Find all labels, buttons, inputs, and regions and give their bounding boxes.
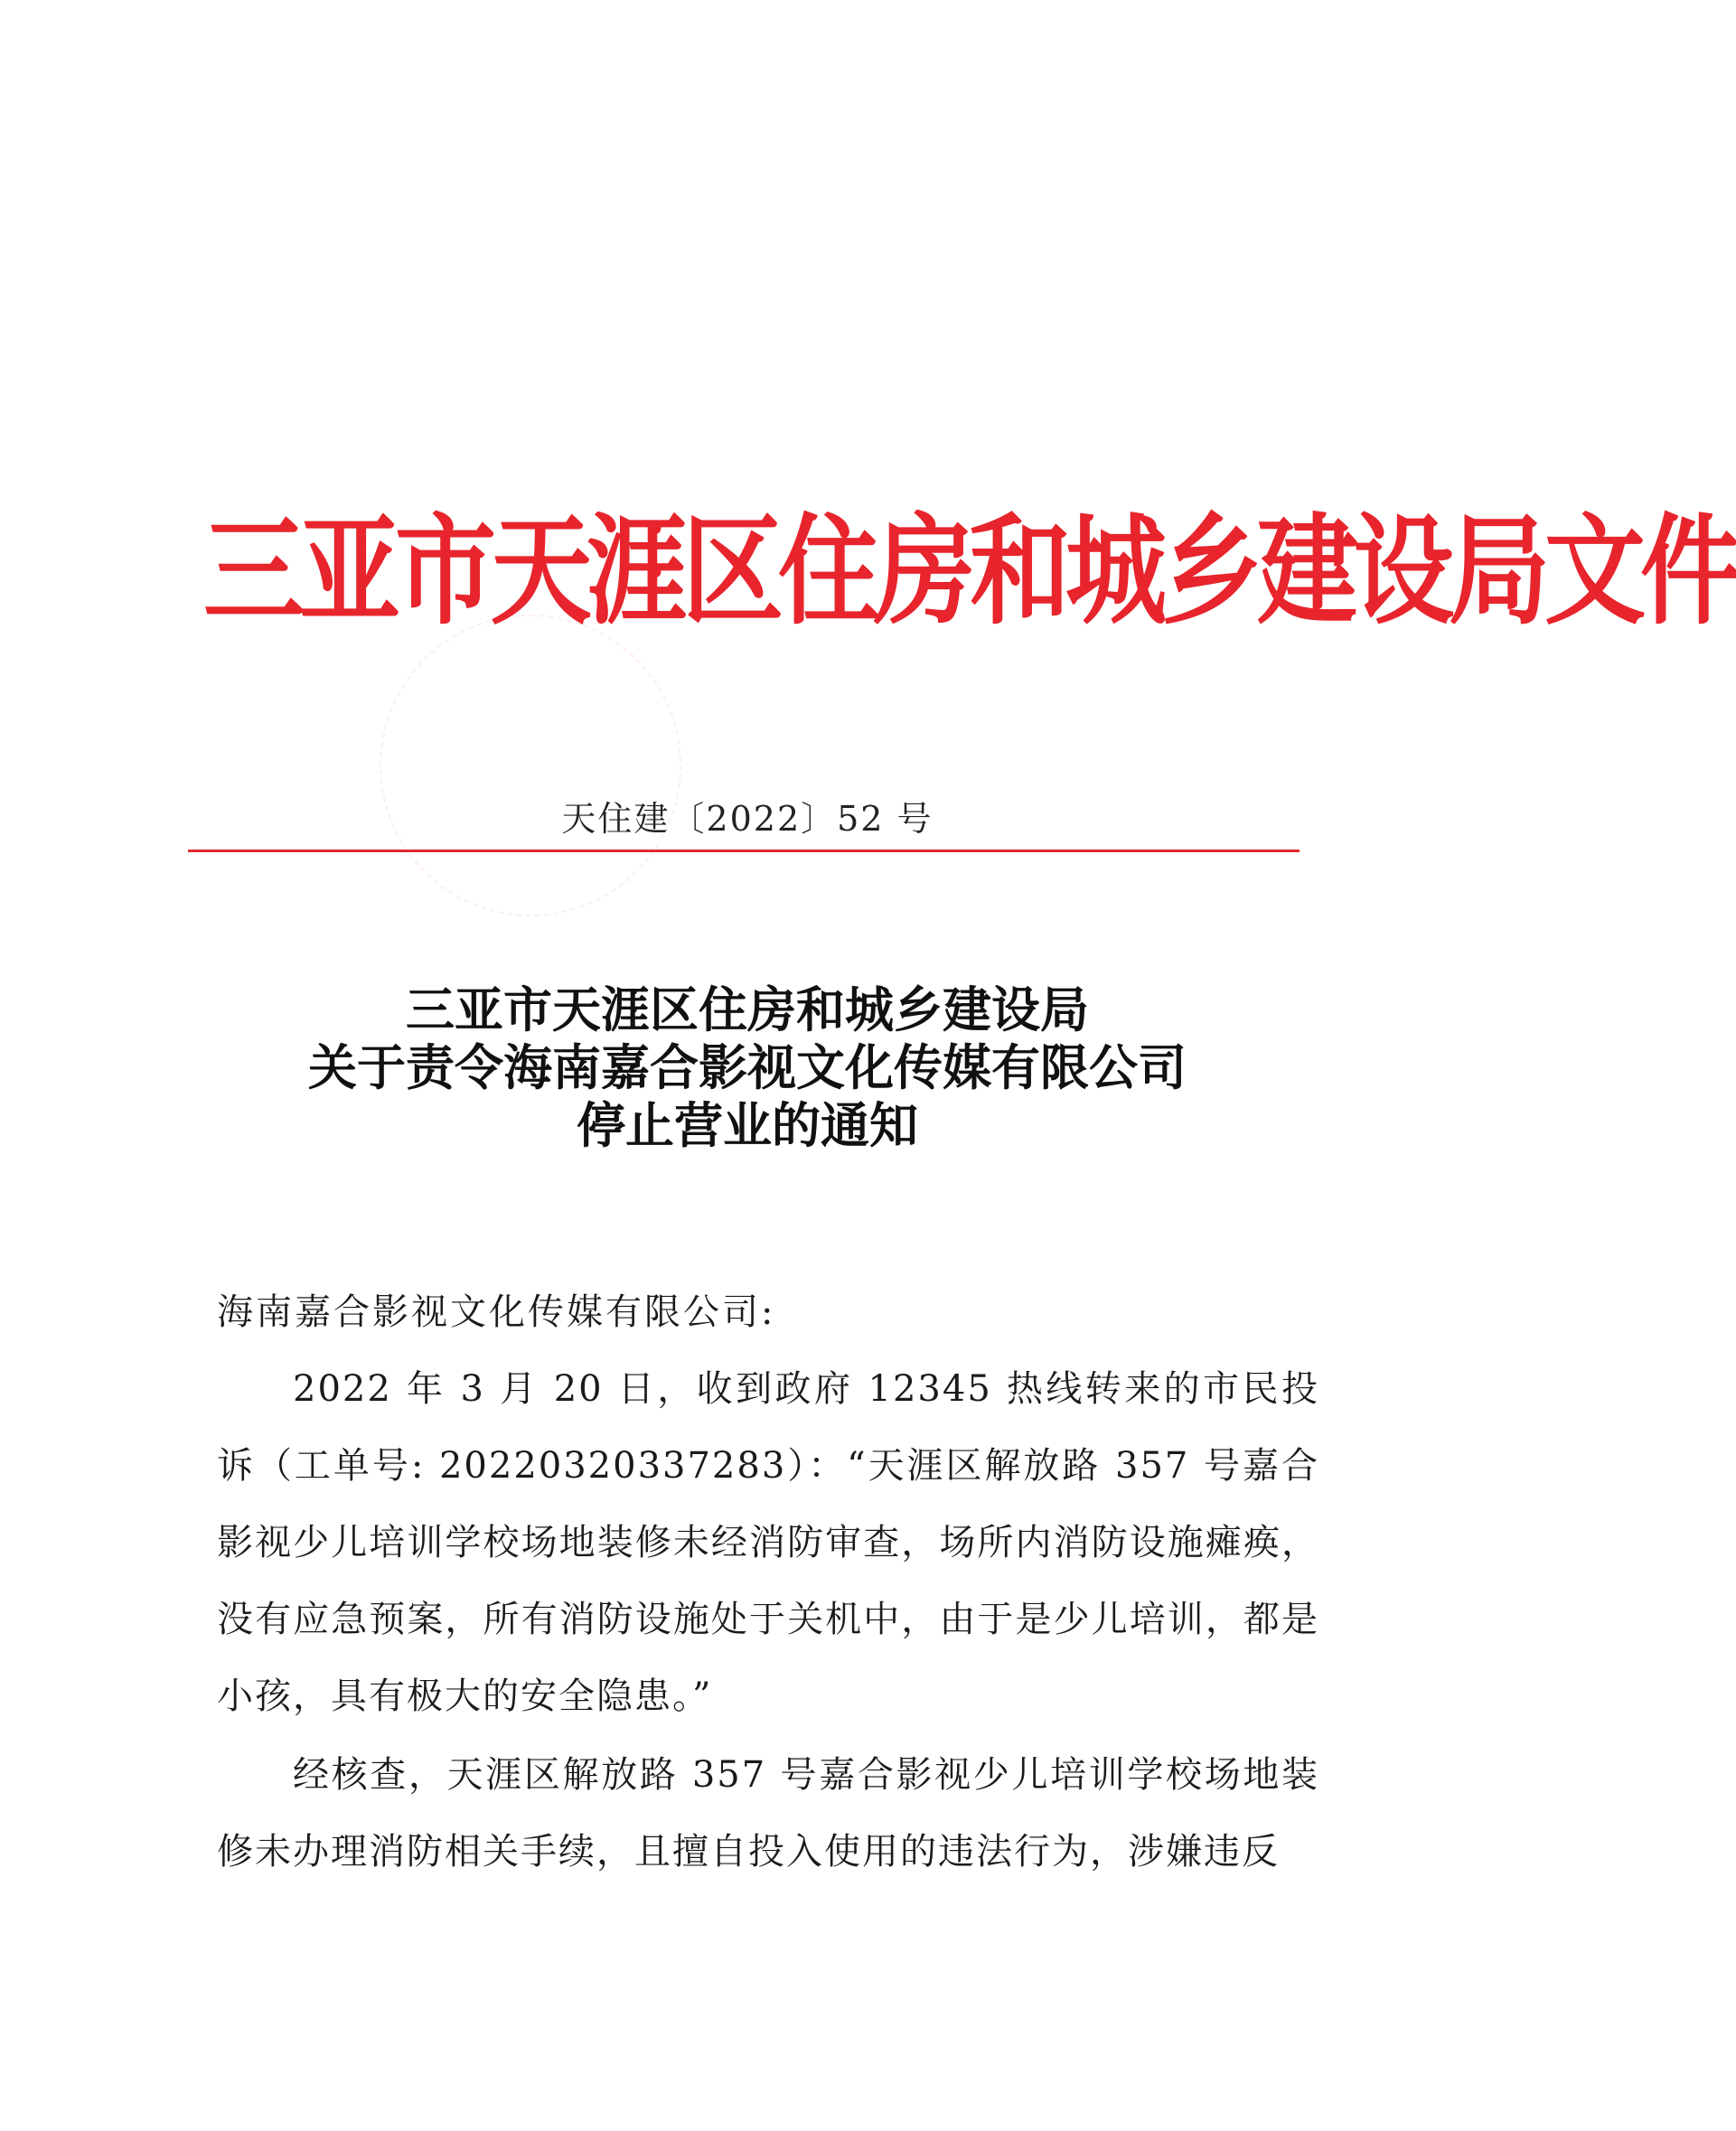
notice-body [217, 1274, 1319, 1891]
masthead-title: 三亚市天涯区住房和城乡建设局文件 [203, 502, 1736, 642]
body-paragraph-2: 经核查，天涯区解放路 357 号嘉合影视少儿培训学校场地装修未办理消防相关手续，且擅自投入使用的违法行为，涉嫌违反 [217, 1754, 1319, 1873]
notice-title [0, 981, 1495, 1154]
notice-title-line-3: 停止营业的通知 [577, 1096, 918, 1154]
notice-title-line-1: 三亚市天涯区住房和城乡建设局 [406, 981, 1089, 1038]
body-paragraph-1: 2022 年 3 月 20 日，收到政府 12345 热线转来的市民投诉（工单号: 20220320337283）：“天涯区解放路 357 号嘉合影视少儿培训学校场地装修未经消防审查，场所内消防设施瘫痪，没有应急预案，所有消防设施处于关机中，由于是少儿培训，都是小孩，具有极大的安全隐患。” [217, 1368, 1319, 1717]
salutation: 海南嘉合影视文化传媒有限公司: [217, 1291, 776, 1333]
red-divider-line [188, 850, 1300, 852]
notice-title-line-2: 关于责令海南嘉合影视文化传媒有限公司 [308, 1038, 1187, 1096]
document-number: 天住建〔2022〕52 号 [561, 799, 934, 839]
